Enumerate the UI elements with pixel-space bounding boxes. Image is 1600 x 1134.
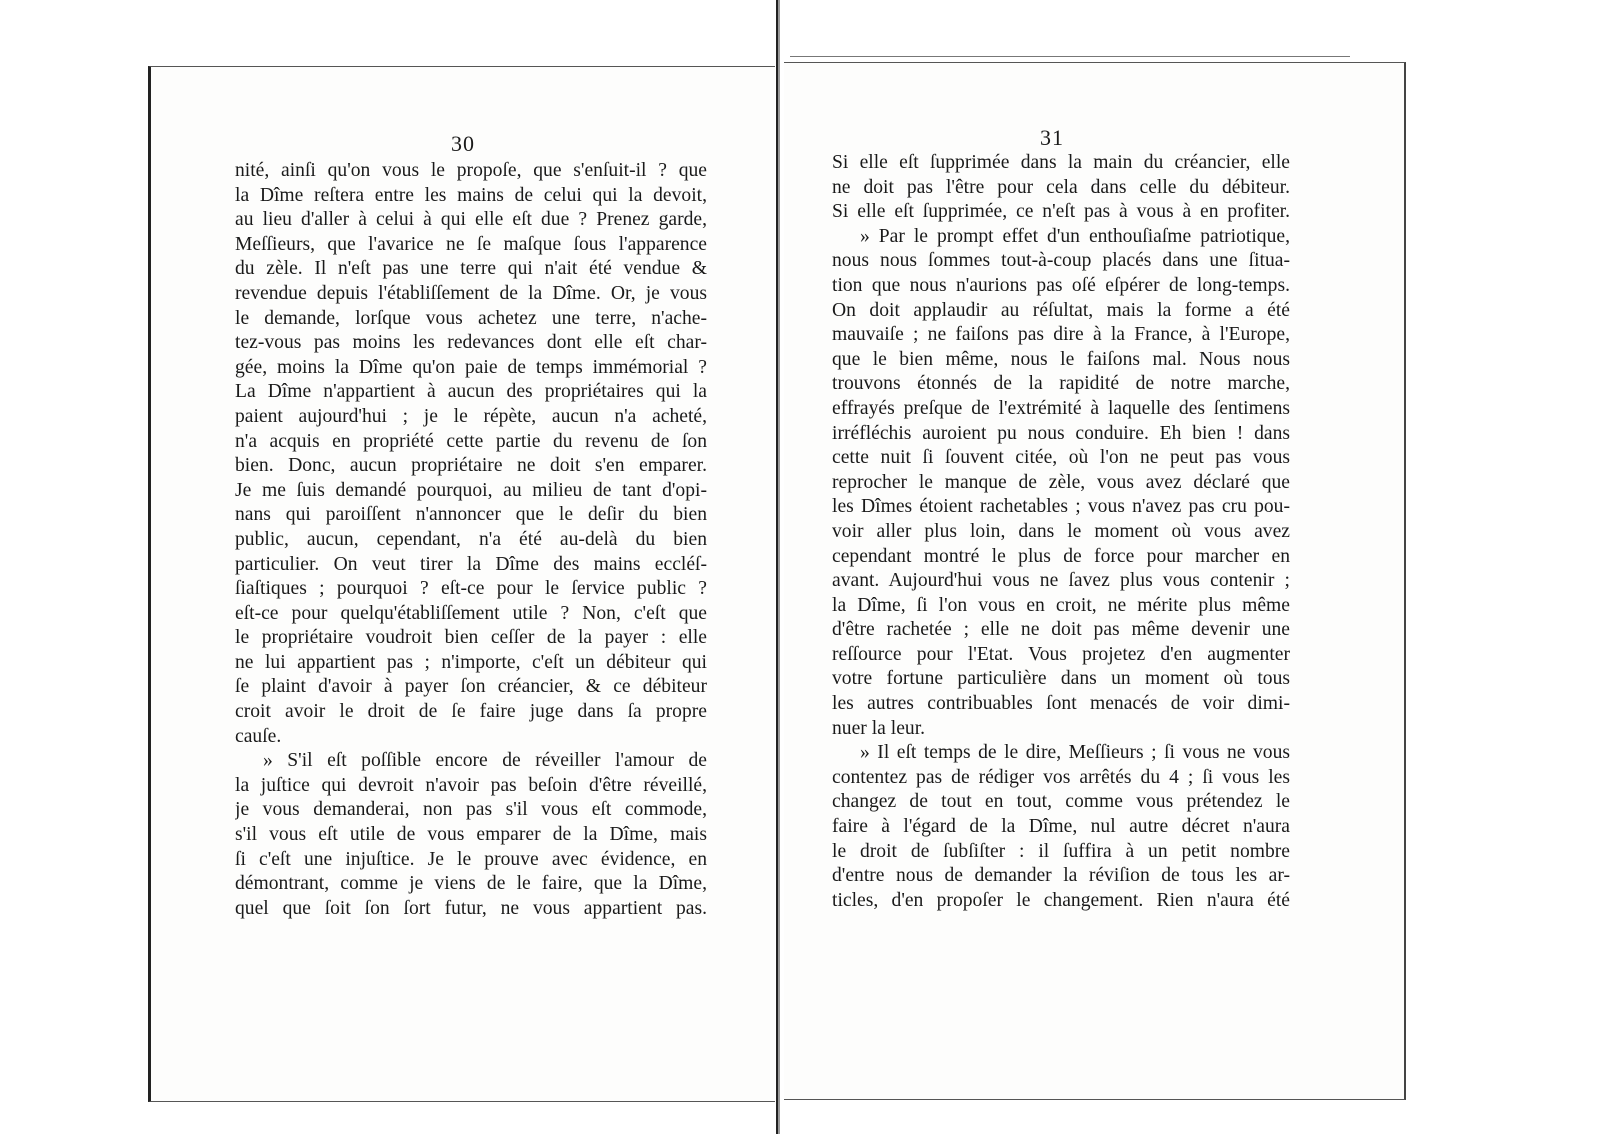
right-line: nous nous ſommes tout-à-coup placés dans une ſitua-: [832, 250, 1290, 272]
left-line: le propriétaire voudroit bien ceſſer de la payer : elle: [235, 627, 707, 649]
right-line: effrayés preſque de l'extrémité à laquelle des ſentimens: [832, 397, 1290, 419]
right-line: reprocher le manque de zèle, vous avez déclaré que: [832, 471, 1290, 493]
right-line: faire à l'égard de la Dîme, nul autre décret n'aura: [832, 816, 1290, 838]
left-line: Je me ſuis demandé pourquoi, au milieu de tant d'opi-: [235, 479, 707, 501]
left-line: nité, ainſi qu'on vous le propoſe, que s'enſuit-il ? que: [235, 160, 707, 181]
left-line: nans qui paroiſſent n'annoncer que le deſir du bien: [235, 504, 707, 526]
left-line: ſi c'eſt une injuſtice. Je le prouve avec évidence, en: [235, 848, 707, 870]
right-line: la Dîme, ſi l'on vous en croit, ne mérite plus même: [832, 594, 1290, 616]
right-line: avant. Aujourd'hui vous ne ſavez plus vous contenir ;: [832, 570, 1290, 592]
left-line: particulier. On veut tirer la Dîme des mains eccléſ-: [235, 553, 707, 575]
right-line: Si elle eſt ſupprimée dans la main du créancier, elle: [832, 152, 1290, 173]
right-page-number: 31: [1040, 125, 1064, 150]
left-line: au lieu d'aller à celui à qui elle eſt due ? Prenez garde,: [235, 209, 707, 231]
left-line: le demande, lorſque vous achetez une terre, n'ache-: [235, 307, 707, 329]
right-line: Si elle eſt ſupprimée, ce n'eſt pas à vous à en profiter.: [832, 201, 1290, 223]
left-line: La Dîme n'appartient à aucun des propriétaires qui la: [235, 381, 707, 403]
right-line: tion que nous n'aurions pas oſé eſpérer de long-temps.: [832, 274, 1290, 296]
right-line: cette nuit ſi ſouvent citée, où l'on ne peut pas vous: [832, 447, 1290, 469]
right-line: nuer la leur.: [832, 717, 926, 739]
right-page: [784, 62, 1406, 1100]
left-line: tez-vous pas moins les redevances dont elle eſt char-: [235, 332, 707, 354]
left-line: s'il vous eſt utile de vous emparer de la Dîme, mais: [235, 824, 707, 846]
left-page-text: [235, 159, 707, 921]
right-line: votre fortune particulière dans un moment où tous: [832, 668, 1290, 690]
right-line: le droit de ſubſiſter : il ſuffira à un petit nombre: [832, 840, 1290, 862]
right-line: les Dîmes étoient rachetables ; vous n'avez pas cru pou-: [832, 496, 1290, 518]
right-line: cependant montré le plus de force pour marcher en: [832, 545, 1290, 567]
page-edge-top: [790, 56, 1350, 57]
right-page-text: [832, 151, 1290, 913]
right-line: les autres contribuables ſont menacés de voir dimi-: [832, 693, 1290, 715]
right-line: contentez pas de rédiger vos arrêtés du 4 ; ſi vous les: [832, 766, 1290, 788]
right-line: On doit applaudir au réſultat, mais la forme a été: [832, 299, 1290, 321]
left-line: bien. Donc, aucun propriétaire ne doit s'en emparer.: [235, 455, 707, 477]
left-line: du zèle. Il n'eſt pas une terre qui n'ait été vendue &: [235, 258, 707, 280]
right-line: » Par le prompt effet d'un enthouſiaſme patriotique,: [860, 225, 1290, 247]
right-line: irréfléchis auroient pu nous conduire. Eh bien ! dans: [832, 422, 1290, 444]
right-line: ticles, d'en propoſer le changement. Rien n'aura été: [832, 889, 1290, 911]
right-line: d'entre nous de demander la réviſion de tous les ar-: [832, 865, 1290, 887]
left-line: Meſſieurs, que l'avarice ne ſe maſque ſous l'apparence: [235, 233, 707, 255]
left-line: public, aucun, cependant, n'a été au-delà du bien: [235, 528, 707, 550]
right-line: trouvons étonnés de la rapidité de notre marche,: [832, 373, 1290, 395]
left-line: revendue depuis l'établiſſement de la Dîme. Or, je vous: [235, 282, 707, 304]
left-line: ſe plaint d'avoir à payer ſon créancier, & ce débiteur: [235, 676, 707, 698]
right-line: mauvaiſe ; ne faiſons pas dire à la France, à l'Europe,: [832, 324, 1290, 346]
left-line: cauſe.: [235, 725, 282, 747]
left-page: [148, 66, 775, 1102]
left-line: la Dîme reſtera entre les mains de celui qui la devoit,: [235, 184, 707, 206]
right-line: que le bien même, nous le faiſons mal. Nous nous: [832, 348, 1290, 370]
left-line: gée, moins la Dîme qu'on paie de temps immémorial ?: [235, 356, 707, 378]
left-line: croit avoir le droit de ſe faire juge dans ſa propre: [235, 701, 707, 723]
left-line: la juſtice qui devroit n'avoir pas beſoin d'être réveillé,: [235, 774, 707, 796]
left-line: » S'il eſt poſſible encore de réveiller l'amour de: [263, 750, 707, 772]
right-line: changez de tout en tout, comme vous prétendez le: [832, 791, 1290, 813]
left-line: ſiaſtiques ; pourquoi ? eſt-ce pour le ſervice public ?: [235, 578, 707, 600]
left-line: démontrant, comme je viens de le faire, que la Dîme,: [235, 873, 707, 895]
left-line: eſt-ce pour quelqu'établiſſement utile ? Non, c'eſt que: [235, 602, 707, 624]
left-line: quel que ſoit ſon ſort futur, ne vous appartient pas.: [235, 897, 707, 919]
left-line: n'a acquis en propriété cette partie du revenu de ſon: [235, 430, 707, 452]
right-line: ne doit pas l'être pour cela dans celle du débiteur.: [832, 176, 1290, 198]
right-line: d'être rachetée ; elle ne doit pas même devenir une: [832, 619, 1290, 641]
left-line: ne lui appartient pas ; n'importe, c'eſt un débiteur qui: [235, 651, 707, 673]
right-line: reſſource pour l'Etat. Vous projetez d'en augmenter: [832, 643, 1290, 665]
left-page-number: 30: [451, 131, 475, 156]
right-line: voir aller plus loin, dans le moment où vous avez: [832, 520, 1290, 542]
right-line: » Il eſt temps de le dire, Meſſieurs ; ſi vous ne vous: [860, 742, 1290, 764]
left-line: je vous demanderai, non pas s'il vous eſt commode,: [235, 799, 707, 821]
book-gutter: [776, 0, 780, 1134]
left-line: paient aujourd'hui ; je le répète, aucun n'a acheté,: [235, 405, 707, 427]
